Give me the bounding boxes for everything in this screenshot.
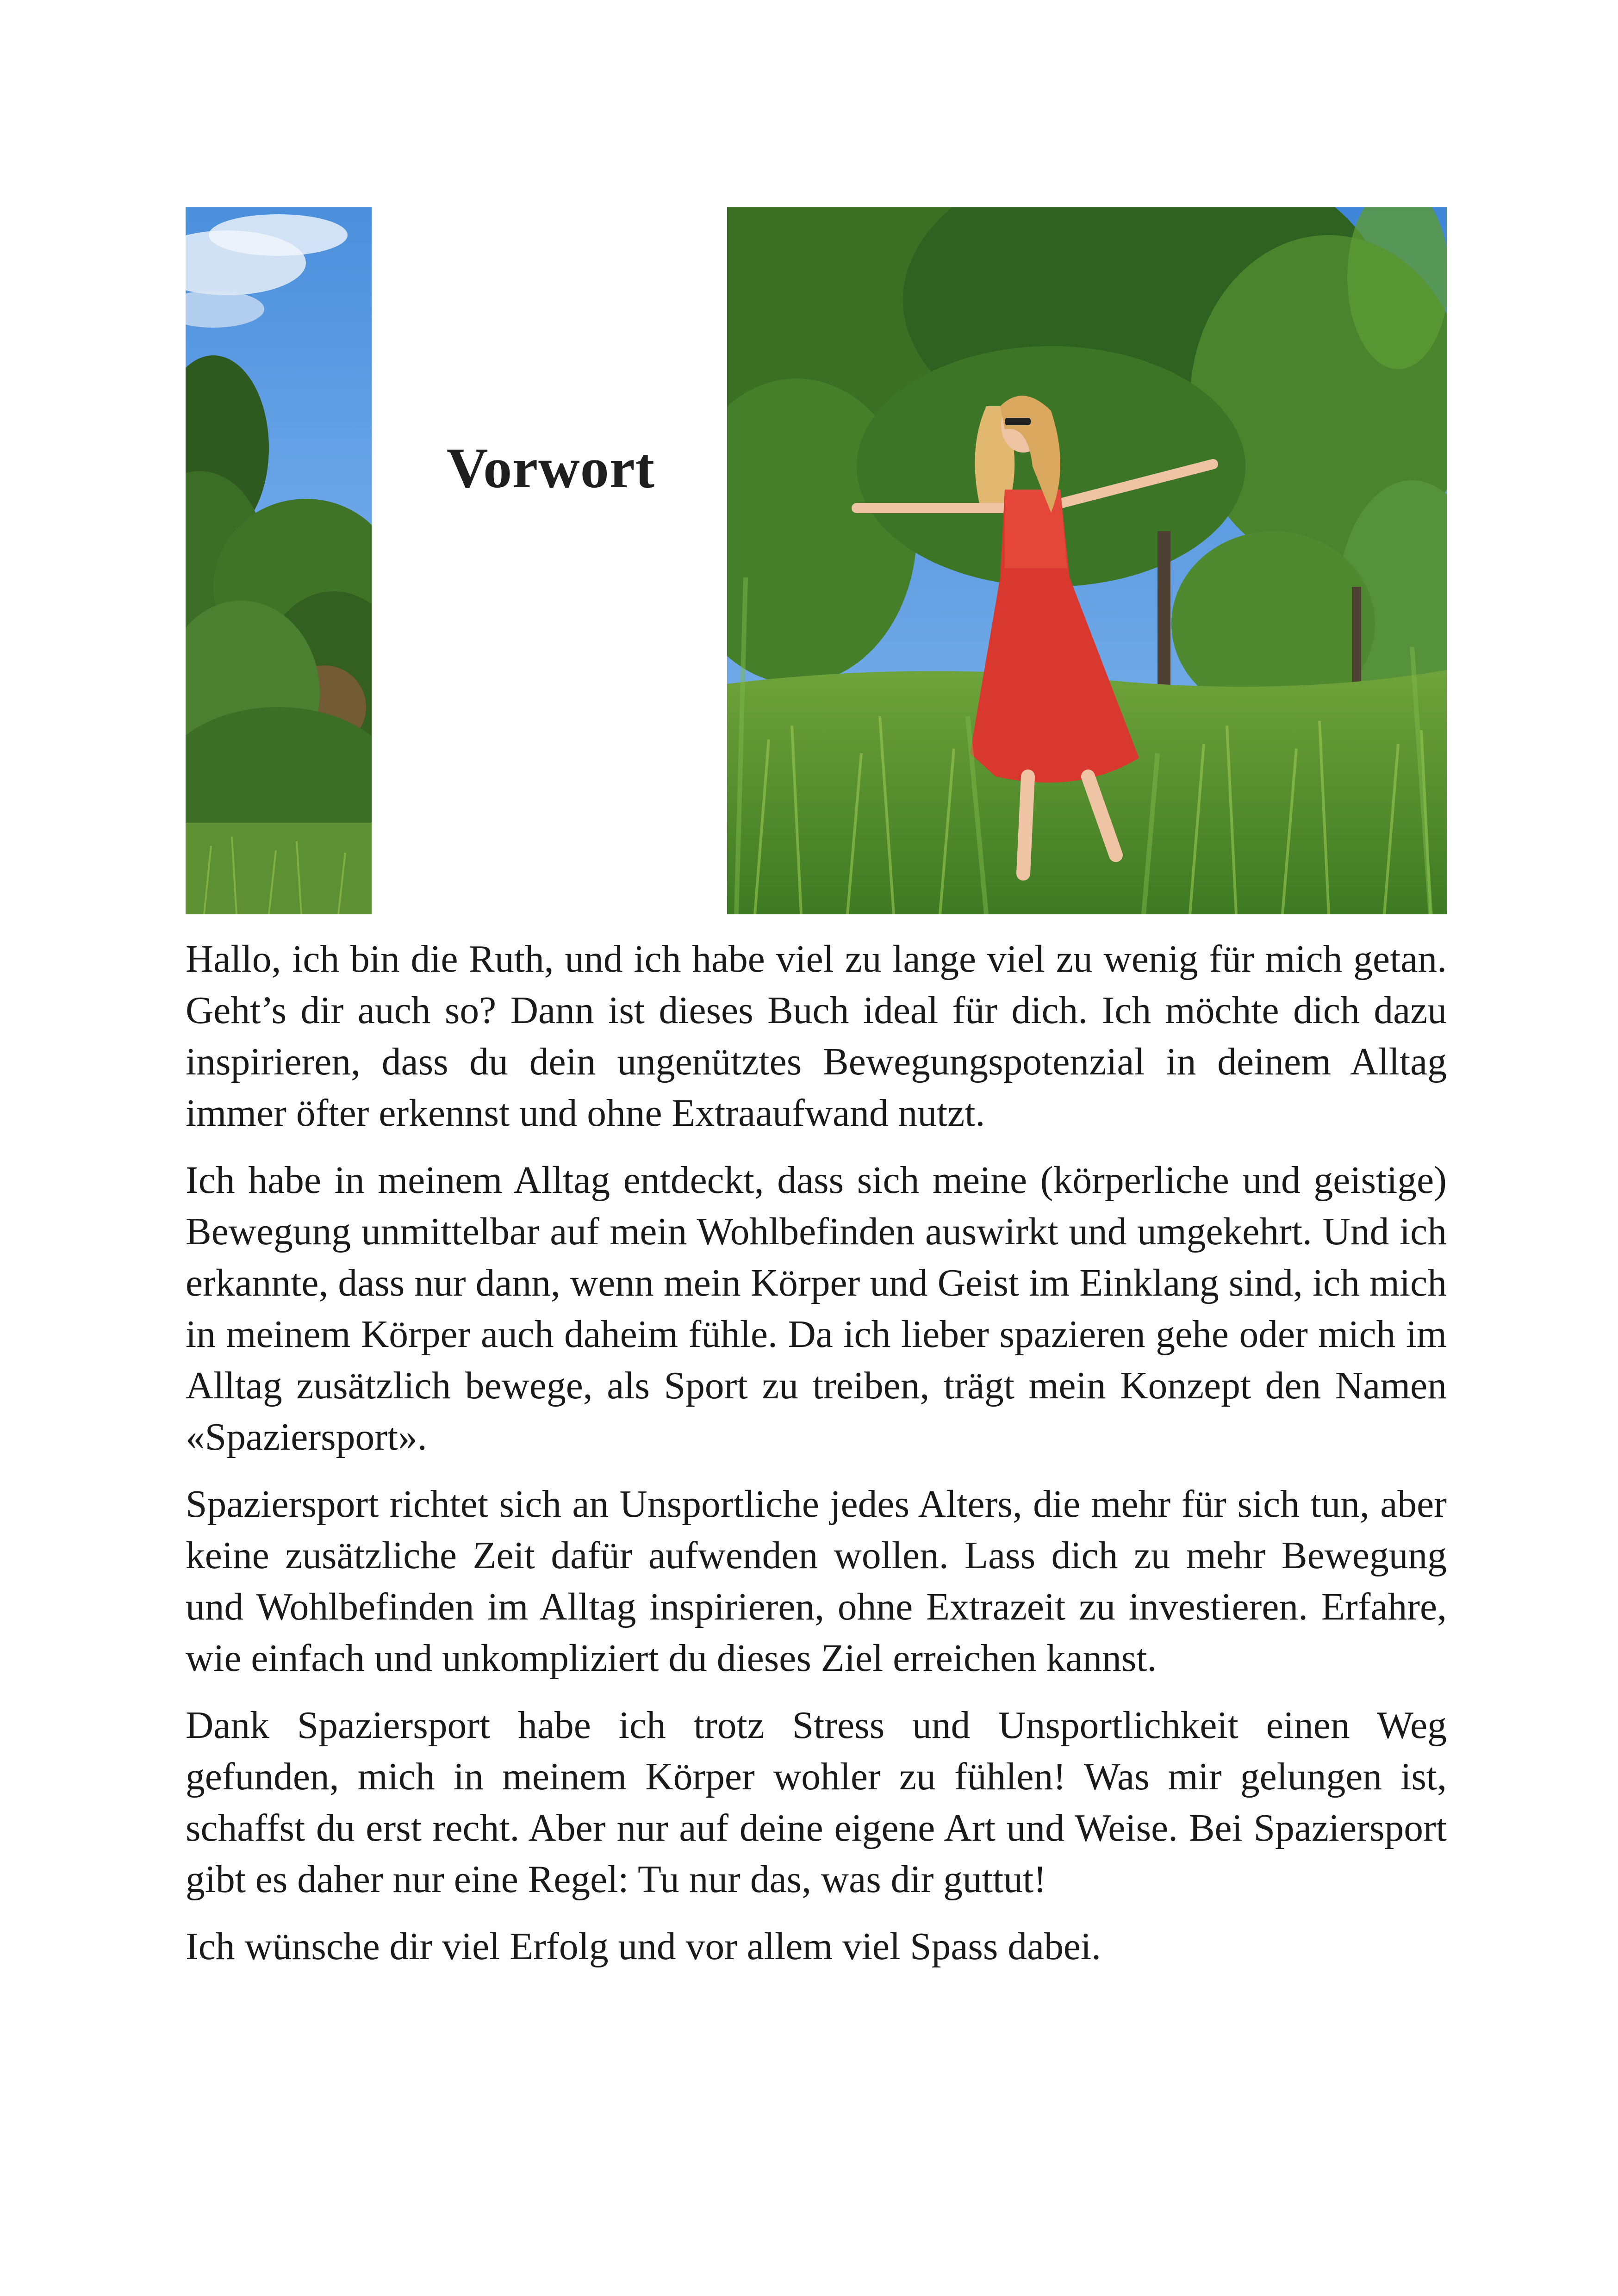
- page-title: Vorwort: [446, 436, 655, 500]
- sky-and-trees-illustration: [186, 207, 372, 914]
- paragraph: Spaziersport richtet sich an Unsportliche jedes Alters, die mehr für sich tun, aber keine zusätzliche Zeit dafür aufwenden wollen. Lass dich zu mehr Bewegung und Wohlbefinden im Alltag inspirieren, ohne Extrazeit zu investieren. Erfahre, wie einfach und unkompliziert du dieses Ziel erreichen kannst.: [186, 1483, 1447, 1680]
- sky-and-trees-photo: [186, 207, 372, 914]
- paragraph: Hallo, ich bin die Ruth, und ich habe viel zu lange viel zu wenig für mich getan. Geht’s dir auch so? Dann ist dieses Buch ideal für dich. Ich möchte dich dazu inspirieren, dass du dein ungenütztes Bewegungspotenzial in deinem Alltag immer öfter erkennst und ohne Extraaufwand nutzt.: [186, 938, 1447, 1135]
- paragraph: Dank Spaziersport habe ich trotz Stress und Unsportlichkeit einen Weg gefunden, mich in meinem Körper wohler zu fühlen! Was mir gelungen ist, schaffst du erst recht. Aber nur auf deine eigene Art und Weise. Bei Spaziersport gibt es daher nur eine Regel: Tu nur das, was dir guttut!: [186, 1704, 1447, 1901]
- woman-in-meadow-illustration: [727, 207, 1447, 914]
- body-text: [186, 934, 1447, 1988]
- paragraph: Ich wünsche dir viel Erfolg und vor allem viel Spass dabei.: [186, 1925, 1101, 1968]
- paragraph: Ich habe in meinem Alltag entdeckt, dass sich meine (körperliche und geistige) Bewegung unmittelbar auf mein Wohlbefinden auswirkt und umgekehrt. Und ich erkannte, dass nur dann, wenn mein Körper und Geist im Einklang sind, ich mich in meinem Körper auch daheim fühle. Da ich lieber spazieren gehe oder mich im Alltag zusätzlich bewege, als Sport zu treiben, trägt mein Konzept den Namen «Spaziersport».: [186, 1159, 1447, 1458]
- woman-in-red-dress-photo: [727, 207, 1447, 914]
